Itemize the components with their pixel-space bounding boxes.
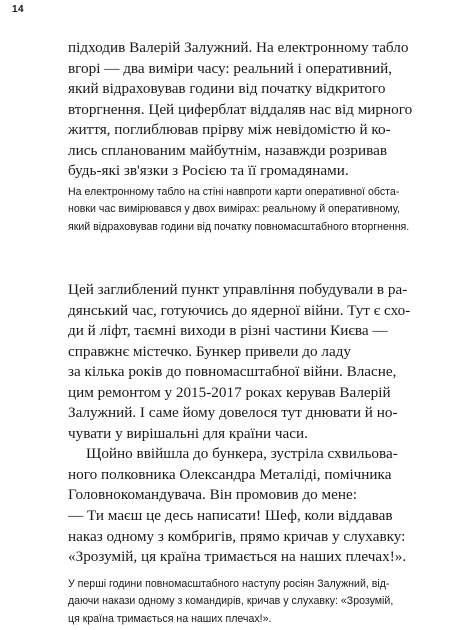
paragraph-3 bbox=[68, 444, 398, 506]
photo-caption-1 bbox=[68, 184, 408, 236]
text-line: Цей заглиблений пункт управління побудували в ра- bbox=[68, 281, 408, 298]
text-line: ного полковника Олександра Металіді, помічника bbox=[68, 465, 392, 483]
text-line: дянський час, готуючись до ядерної війни. Тут є схо- bbox=[68, 301, 411, 319]
caption-line: даючи накази одному з командирів, кричав у слухавку: «Зрозумій, bbox=[68, 595, 394, 608]
text-line: — Ти маєш це десь написати! Шеф, коли віддавав bbox=[68, 507, 393, 524]
paragraph-2 bbox=[68, 280, 411, 444]
page-number: 14 bbox=[12, 4, 25, 15]
caption-line: ця країна тримається на наших плечах!». bbox=[68, 612, 272, 625]
caption-line: На електронному табло на стіні навпроти карти оперативної обста- bbox=[68, 186, 400, 198]
caption-line: який відраховував години від початку повномасштабного вторгнення. bbox=[68, 220, 410, 233]
caption-line: новки час вимірювався у двох вимірах: реальному й оперативному, bbox=[68, 203, 400, 216]
text-line: лись спланованим майбутнім, назавжди розривав bbox=[68, 141, 388, 159]
photo-caption-2 bbox=[68, 576, 408, 628]
text-line: чувати у вирішальні для країни часи. bbox=[68, 424, 308, 442]
text-line: «Зрозумій, ця країна тримається на наших плечах!». bbox=[68, 548, 407, 565]
text-line: Залужний. І саме йому довелося тут днювати й но- bbox=[68, 404, 398, 421]
text-line: справжнє містечко. Бункер привели до ладу bbox=[68, 342, 352, 360]
text-line: вторгнення. Цей циферблат віддаляв нас від мирного bbox=[68, 100, 413, 118]
text-line: Щойно ввійшла до бункера, зустріла схвильова- bbox=[86, 445, 398, 462]
paragraph-4-quote bbox=[68, 506, 407, 568]
text-line: вгорі — два виміри часу: реальний і оперативний, bbox=[68, 59, 393, 77]
text-line: наказ одному з комбригів, прямо кричав у слухавку: bbox=[68, 527, 406, 545]
text-line: будь-які зв'язки з Росією та її громадянами. bbox=[68, 162, 349, 179]
text-line: підходив Валерій Залужний. На електронному табло bbox=[68, 39, 409, 56]
caption-line: У перші години повномасштабного наступу росіян Залужний, від- bbox=[68, 578, 390, 590]
text-line: цим ремонтом у 2015-2017 роках керував Валерій bbox=[68, 383, 391, 401]
text-line: ди й ліфт, таємні виходи в різні частини Києва — bbox=[68, 322, 388, 339]
text-line: який відраховував години від початку відкритого bbox=[68, 80, 386, 97]
paragraph-1 bbox=[68, 38, 413, 182]
text-line: життя, поглиблював прірву між невідомістю й ко- bbox=[68, 121, 391, 138]
text-line: Головнокомандувача. Він промовив до мене: bbox=[68, 486, 357, 503]
text-line: за кілька років до повномасштабної війни. Власне, bbox=[68, 363, 397, 380]
